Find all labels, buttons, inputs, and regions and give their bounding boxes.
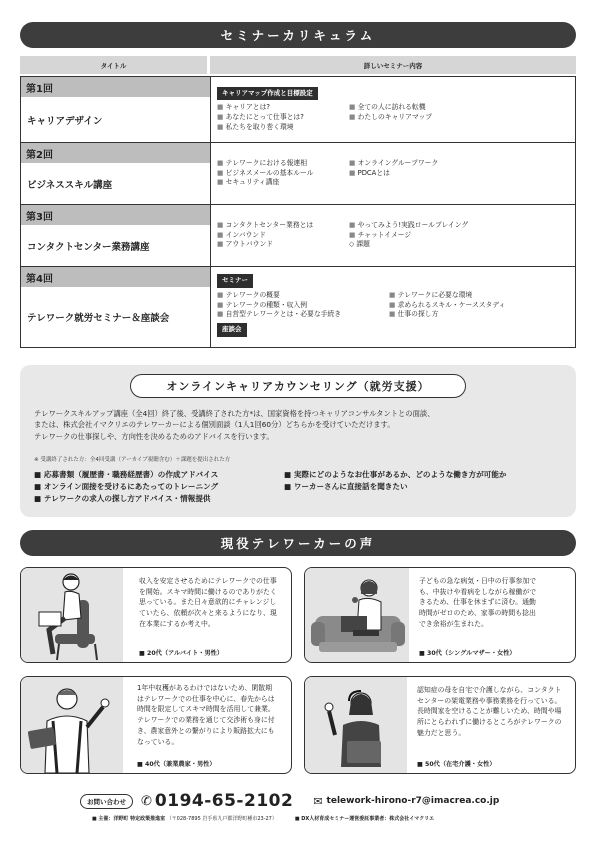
voice-line: 時間を限定してスキマ時間を活用して兼業。 [137, 705, 275, 714]
woman-on-sofa-illustration [309, 572, 407, 662]
voice-line: も、中抜けや看病をしながら稼働がで [419, 587, 537, 596]
voice-line: 認知症の母を自宅で介護しながら、コンタクト [417, 686, 562, 694]
voice-line: きるため、仕事を休まずに済む。通勤 [419, 598, 536, 607]
counseling-list [34, 469, 564, 504]
list-item: ■ テレワークの種類・収入例 [217, 301, 385, 311]
voice-attribution: ■ 50代（在宅介護・女性） [417, 759, 496, 768]
description-line: または、株式会社イマクリエのテレワーカーによる個別面談（1人1回60分）どちらかを受けていただけます。 [34, 420, 395, 430]
voice-line: なっている。 [137, 737, 179, 746]
session-row-3 [21, 205, 575, 267]
description-line: テレワークの仕事探しや、方向性を決めるためのアドバイスを行います。 [34, 431, 274, 441]
session-tag: セミナー [217, 274, 253, 287]
description-line: テレワークスキルアップ講座（全4回）終了後、受講終了された方*は、国家資格を持つキャリアコンサルタントとの面談、 [34, 409, 435, 418]
list-item: ■ コンタクトセンター業務とは [217, 221, 345, 231]
column-title: タイトル [20, 56, 207, 74]
list-item: ■ 仕事の探し方 [389, 310, 569, 320]
operator-info [295, 815, 434, 822]
list-item: ■ テレワークの概要 [217, 291, 385, 301]
voice-card-1 [20, 567, 292, 663]
session-number: 第2回 [21, 143, 210, 163]
host-address: （〒028-7895 岩手県九戸郡洋野町種市23-27） [166, 816, 277, 822]
session-tag: 座談会 [217, 323, 247, 336]
contact-label: お問い合わせ [80, 794, 133, 809]
session-title: ビジネススキル講座 [27, 179, 113, 191]
voices-header: 現役テレワーカーの声 [20, 530, 576, 556]
voice-line: ていたら、依頼が次々と来るようになり、現 [139, 609, 277, 618]
list-item: ■ チャットイメージ [349, 231, 569, 241]
voice-line: テレワークでの業務を通じて交渉術も身に付 [137, 716, 275, 725]
session-number: 第1回 [21, 77, 210, 97]
voice-text [419, 576, 573, 630]
session-row-4 [21, 267, 575, 347]
voice-attribution: ■ 30代（シングルマザー・女性） [419, 648, 516, 657]
voice-line: を開始。スキマ時間に働けるのでありがたく [139, 587, 277, 596]
voice-line: はテレワークでの仕事を中心に、春先からは [137, 694, 275, 703]
voice-text [137, 683, 291, 747]
list-item: ■ 求められるスキル・ケーススタディ [389, 301, 569, 311]
voice-text [417, 685, 575, 739]
list-item: ■ アウトバウンド [217, 240, 345, 250]
list-item: ■ オンライン面接を受けるにあたってのトレーニング [34, 481, 284, 493]
session-number: 第3回 [21, 205, 210, 225]
contact-bar [80, 790, 530, 812]
voice-line: でき余裕が生まれた。 [419, 619, 488, 628]
list-item: ■ テレワークに必要な環境 [389, 291, 569, 301]
voice-line: 所にとらわれずに働けるところがテレワークの [417, 718, 562, 727]
counseling-panel [20, 365, 576, 517]
session-row-1 [21, 77, 575, 143]
list-item: ■ あなたにとって仕事とは? [217, 113, 345, 123]
curriculum-header: セミナーカリキュラム [20, 22, 576, 48]
voice-card-2 [304, 567, 576, 663]
host-label: 主催：洋野町 特定政策推進室 [98, 816, 166, 822]
voice-attribution: ■ 40代（兼業農家・男性） [137, 759, 216, 768]
voice-line: センターの架電業務や事務業務を行っている。 [417, 696, 562, 705]
list-item: ■ インバウンド [217, 231, 345, 241]
list-item: ■ やってみよう!実践ロールプレイング [349, 221, 569, 231]
counseling-description [34, 408, 564, 442]
phone-icon: ✆ [141, 793, 152, 809]
voice-line: き、農家意外との繋がりにより販路拡大にも [137, 726, 275, 735]
voice-line: 長時間家を空けることが難しいため、時間や場 [417, 707, 562, 716]
session-title: テレワーク就労セミナー＆座談会 [27, 313, 170, 324]
man-at-laptop-illustration [27, 570, 117, 662]
voice-line: 時間がゼロのため、家事の時間も捻出 [419, 609, 536, 618]
counseling-note: ※ 受講終了された方：全4回受講（アーカイブ視聴含む）＋課題を提出された方 [34, 457, 231, 463]
woman-with-headset-illustration [307, 681, 403, 773]
curriculum-table [20, 56, 576, 348]
session-tag: キャリアマップ作成と目標設定 [217, 87, 318, 100]
voice-line: 1年中収穫があるわけではないため、閑散期 [137, 684, 273, 692]
session-title: キャリアデザイン [27, 115, 103, 127]
column-detail: 詳しいセミナー内容 [210, 56, 576, 74]
list-item: ■ ワーカーさんに直接話を聞きたい [284, 481, 564, 493]
table-header [20, 56, 576, 74]
list-item: ■ ビジネスメールの基本ルール [217, 169, 345, 179]
list-item: ■ オンライングループワーク [349, 159, 569, 169]
counseling-title: オンラインキャリアカウンセリング（就労支援） [130, 374, 466, 398]
list-item: ■ 全ての人に訪れる転機 [349, 103, 569, 113]
phone-number[interactable]: 0194-65-2102 [154, 791, 294, 811]
list-item: ■ 自営型テレワークとは・必要な手続き [217, 310, 385, 320]
list-item: ■ テレワークの求人の探し方アドバイス・情報提供 [34, 493, 284, 505]
voice-line: 魅力だと思う。 [417, 728, 466, 737]
list-item: ■ セキュリティ講座 [217, 178, 345, 188]
list-item: ■ わたしのキャリアマップ [349, 113, 569, 123]
voice-line: 在本業にするか考え中。 [139, 619, 215, 628]
voice-attribution: ■ 20代（アルバイト・男性） [139, 648, 223, 657]
footer-credits [92, 815, 562, 822]
list-item: ■ 応募書類（履歴書・職務経歴書）の作成アドバイス [34, 469, 284, 481]
list-item: ■ キャリアとは? [217, 103, 345, 113]
session-number: 第4回 [21, 267, 210, 287]
mail-icon: ✉ [313, 794, 323, 808]
man-with-tablet-illustration [23, 681, 119, 773]
voice-card-4 [304, 676, 576, 774]
voice-line: 子どもの急な病気・日中の行事参加で [419, 577, 537, 585]
voice-text [139, 576, 289, 630]
operator-label: DX人材育成セミナー運営委託事業者：株式会社イマクリエ [301, 816, 435, 822]
list-item: ■ 実際にどのようなお仕事があるか、どのような働き方が可能か [284, 469, 564, 481]
host-info [92, 815, 277, 822]
session-row-2 [21, 143, 575, 205]
voice-line: 思っている。また日々意欲的にチャレンジし [139, 598, 277, 607]
voice-card-3 [20, 676, 292, 774]
list-item-assignment: ◇ 課題 [349, 240, 569, 250]
list-item: ■ テレワークにおける報連相 [217, 159, 345, 169]
list-item: ■ PDCAとは [349, 169, 569, 179]
session-title: コンタクトセンター業務講座 [27, 241, 150, 253]
email-address[interactable]: telework-hirono-r7@imacrea.co.jp [326, 796, 500, 806]
voice-line: 収入を安定させるためにテレワークでの仕事 [139, 577, 277, 585]
list-item: ■ 私たちを取り巻く環境 [217, 123, 345, 133]
